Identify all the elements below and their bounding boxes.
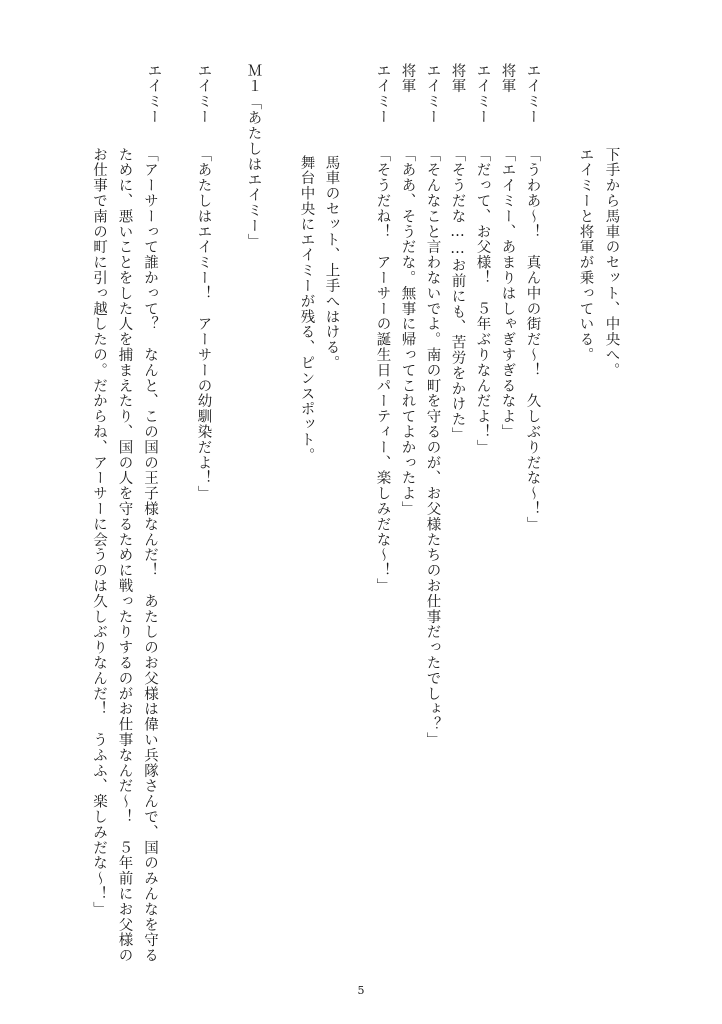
dialogue-line: 「そんなこと言わないでよ。南の町を守るのが、お父様たちのお仕事だったでしょ？」 (424, 147, 441, 748)
speaker-name: エイミー (474, 63, 491, 125)
dialogue-line: 「アーサーって誰かって？ なんと、この国の王子様なんだ！ あたしのお父様は偉い兵隊さんで、国のみんなを守るために、悪いことをした人を捕まえたり、国の人を守るために戦ったりするのがお仕事なんだ～！ ５年前にお父様のお仕事で南の町に引っ越したの。だからね、アーサーに会うのは久しぶりなんだ！ うふふ、楽しみだな～！」 (91, 147, 158, 964)
dialogue-line: 「そうだね！ アーサーの誕生日パーティー、楽しみだな～！」 (374, 147, 391, 594)
speaker-name: 将軍 (499, 63, 516, 94)
dialogue-line: 「だって、お父様！ ５年ぶりなんだよ！」 (474, 147, 491, 455)
stage-direction: 下手から馬車のセット、中央へ。 (603, 147, 620, 378)
speaker-name: エイミー (195, 63, 212, 125)
stage-direction: 舞台中央にエイミーが残る、ピンスポット。 (298, 155, 315, 463)
speaker-name: 将軍 (399, 63, 416, 94)
speaker-name: エイミー (424, 63, 441, 125)
dialogue-line: 「あたしはエイミー！ アーサーの幼馴染だよ！」 (195, 147, 212, 502)
speaker-name: エイミー (524, 63, 541, 125)
dialogue-line: 「そうだな……お前にも、苦労をかけた」 (449, 147, 466, 443)
speaker-name: 将軍 (449, 63, 466, 94)
stage-direction: 馬車のセット、上手へはける。 (323, 155, 340, 371)
dialogue-line: 「うわあ～！ 真ん中の街だ～！ 久しぶりだな～！」 (524, 147, 541, 532)
song-label: Ｍ１ (245, 63, 262, 94)
page-number: 5 (357, 984, 365, 997)
dialogue-line: 「ああ、そうだな。無事に帰ってこれてよかったよ」 (399, 147, 416, 517)
speaker-name: エイミー (374, 63, 391, 125)
song-title: 「あたしはエイミー」 (245, 95, 262, 249)
dialogue-line: 「エイミー、あまりはしゃぎすぎるなよ」 (499, 147, 516, 440)
speaker-name: エイミー (145, 63, 162, 125)
stage-direction: エイミーと将軍が乗っている。 (577, 147, 594, 363)
